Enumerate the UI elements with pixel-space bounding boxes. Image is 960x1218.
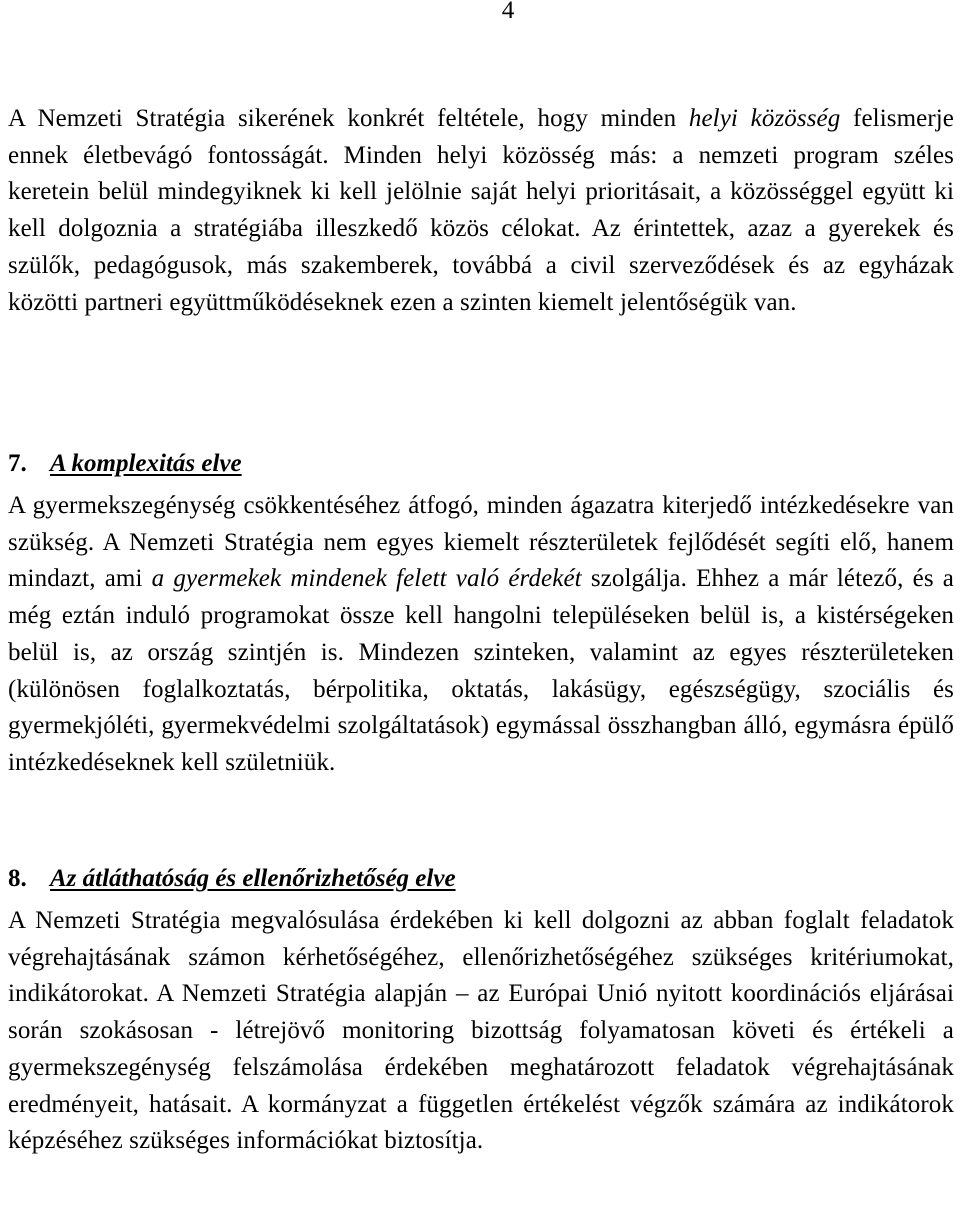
intro-section: [8, 101, 954, 321]
section-7-heading: [8, 446, 954, 482]
section-7-emphasis: a gyermekek mindenek felett való érdekét: [151, 565, 582, 593]
section-8-heading: [8, 861, 954, 897]
section-7-text-end: szolgálja. Ehhez a már létező, és a még eztán induló programokat össze kell hangolni településeken belül is, a kistérségeken belül is, az ország szintjén is. Mindezen szinteken, valamint az egyes részterületeken (különösen foglalkoztatás, bérpolitika, oktatás, lakásügy, egészségügy, szociális és gyermekjóléti, gyermekvédelmi szolgáltatások) egymással összhangban álló, egymásra épülő intézkedéseknek kell születniük.: [8, 565, 954, 776]
intro-text-end: felismerje ennek életbevágó fontosságát. Minden helyi közösség más: a nemzeti program széles keretein belül mindegyiknek ki kell jelölnie saját helyi prioritásait, a közösséggel együtt ki kell dolgoznia a stratégiába illeszkedő közös célokat. Az érintettek, azaz a gyerekek és szülők, pedagógusok, más szakemberek, továbbá a civil szerveződések és az egyházak közötti partneri együttműködéseknek ezen a szinten kiemelt jelentőségük van.: [8, 105, 954, 316]
section-7-title: A komplexitás elve: [50, 450, 242, 477]
section-7-paragraph: [8, 488, 954, 782]
section-8-title: Az átláthatóság és ellenőrizhetőség elve: [50, 865, 456, 892]
intro-text-start: A Nemzeti Stratégia sikerének konkrét feltétele, hogy minden: [8, 105, 689, 132]
section-7-number: 7.: [8, 450, 27, 477]
section-8: [8, 861, 954, 1160]
section-8-paragraph: A Nemzeti Stratégia megvalósulása érdekében ki kell dolgozni az abban foglalt feladatok végrehajtásának számon kérhetőségéhez, ellenőrizhetőségéhez szükséges kritériumokat, indikátorokat. A Nemzeti Stratégia alapján – az Európai Unió nyitott koordinációs eljárásai során szokásosan - létrejövő monitoring bizottság folyamatosan követi és értékeli a gyermekszegénység felszámolása érdekében meghatározott feladatok végrehajtásának eredményeit, hatásait. A kormányzat a független értékelést végzők számára az indikátorok képzéséhez szükséges információkat biztosítja.: [8, 907, 954, 1155]
section-8-number: 8.: [8, 865, 27, 892]
intro-emphasis: helyi közösség: [688, 105, 841, 132]
intro-paragraph: [8, 101, 954, 321]
section-7-text-start: A gyermekszegénység csökkentéséhez átfogó, minden ágazatra kiterjedő intézkedésekre van szükség. A Nemzeti Stratégia nem egyes kiemelt részterületek fejlődését segíti elő, hanem mindazt, ami: [8, 492, 954, 593]
section-7: [8, 446, 954, 782]
page-number: 4: [501, 0, 515, 24]
